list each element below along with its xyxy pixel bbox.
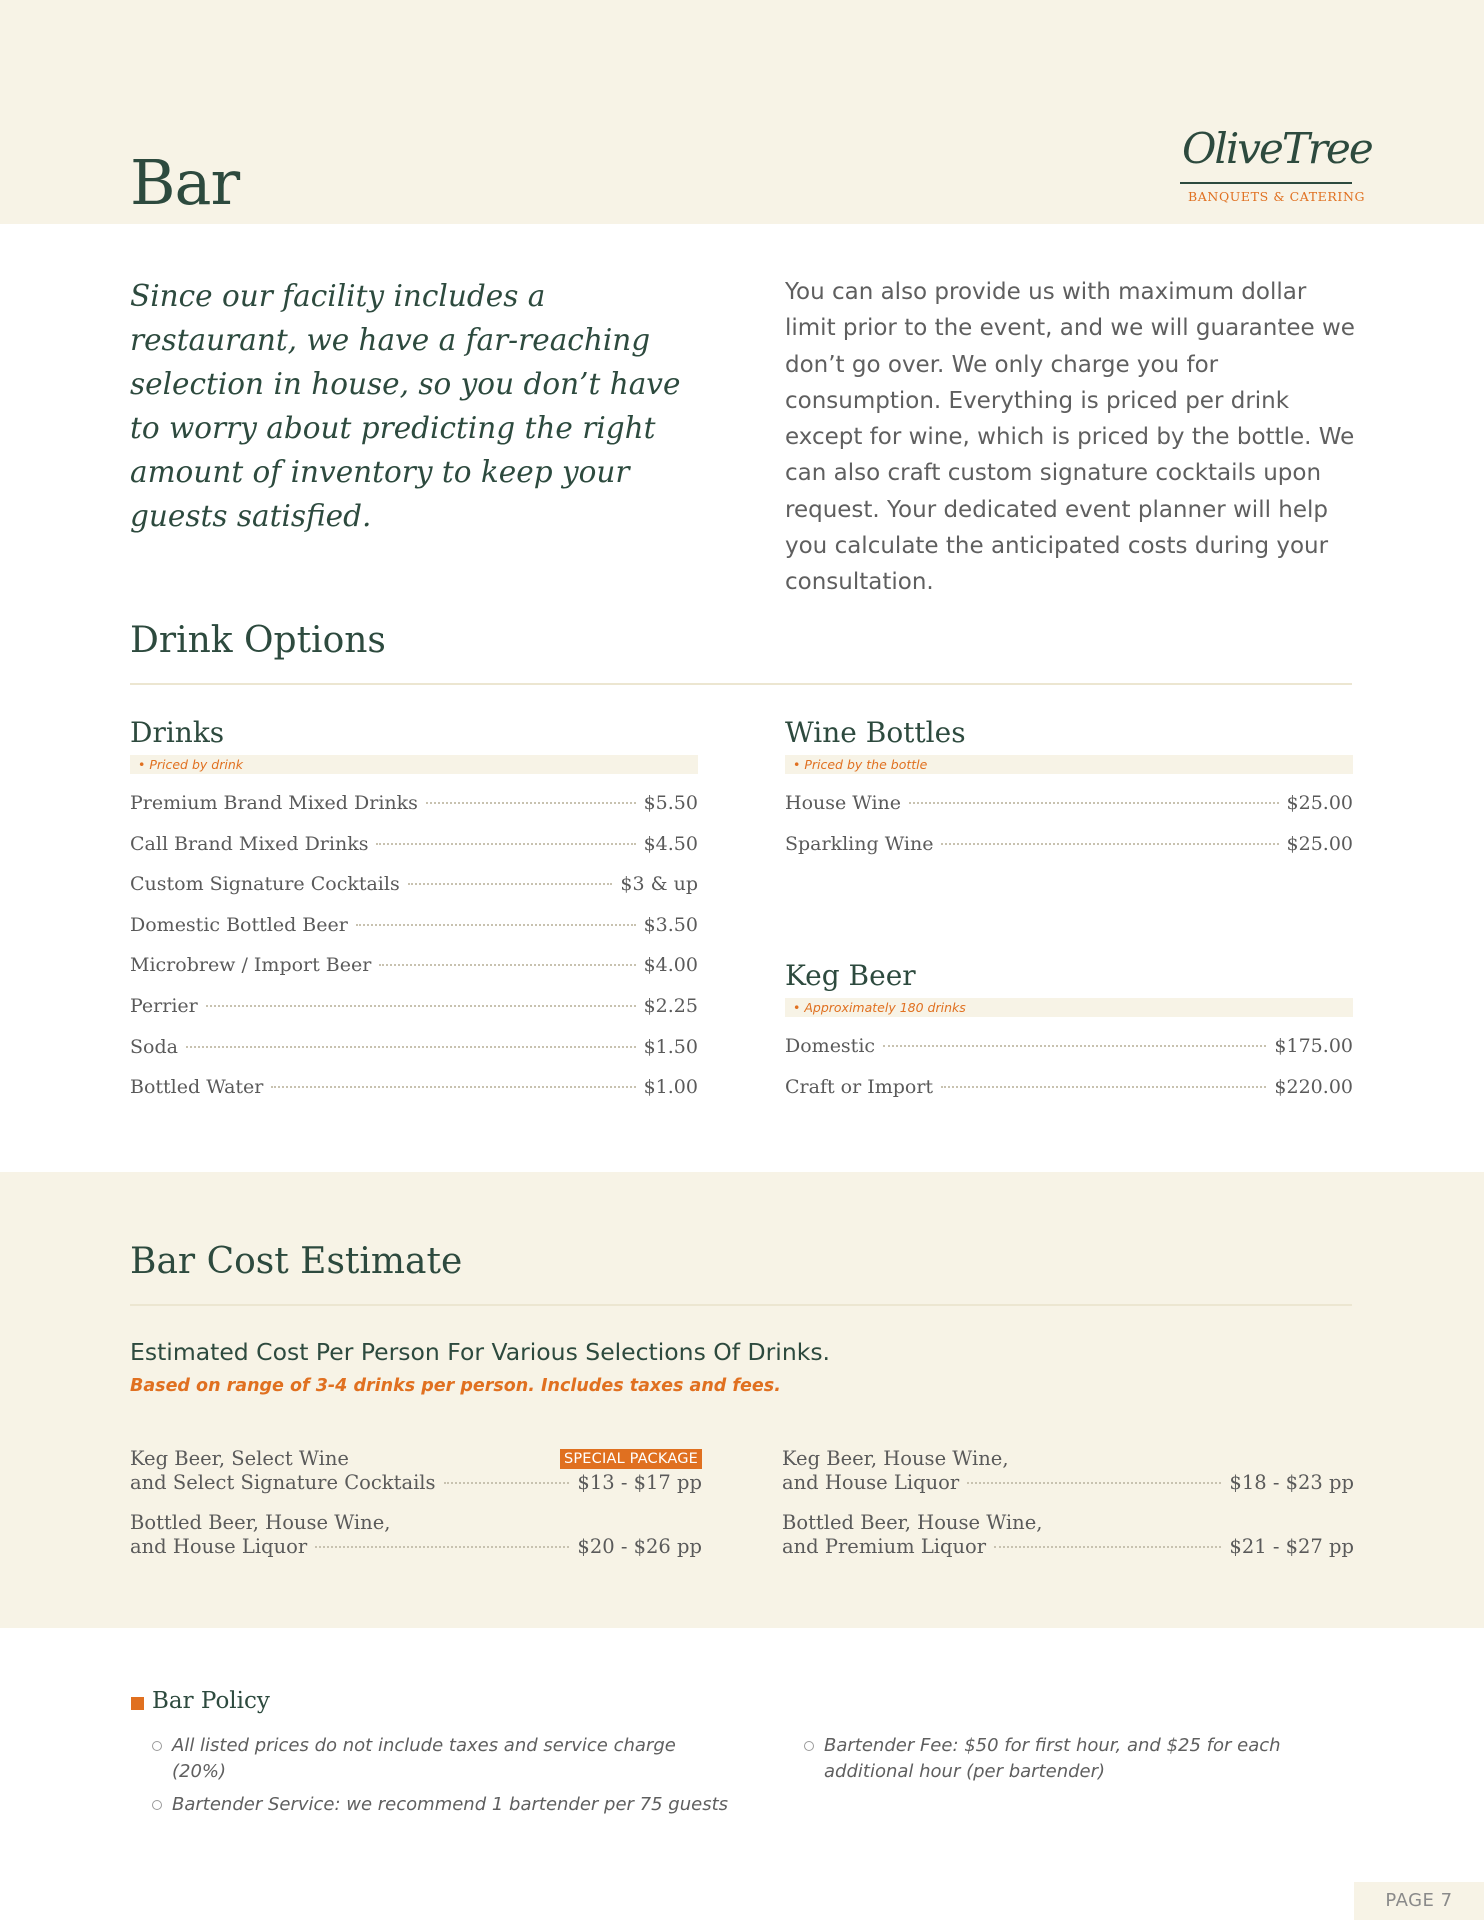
logo-tagline: BANQUETS & CATERING	[1188, 189, 1366, 204]
package-line1: Bottled Beer, House Wine,	[782, 1511, 1043, 1534]
item-label: Domestic	[785, 1035, 876, 1057]
dot-leader	[408, 883, 613, 885]
dot-leader	[909, 802, 1278, 804]
price-row	[130, 914, 698, 955]
item-price: $4.00	[643, 954, 698, 977]
package-keg-select	[130, 1447, 702, 1495]
policy-item: All listed prices do not include taxes and service charge (20%)	[150, 1733, 730, 1785]
wine-bottles-title: Wine Bottles	[785, 716, 966, 749]
price-row	[130, 873, 698, 914]
dot-leader	[271, 1086, 635, 1088]
package-price: $13 - $17 pp	[577, 1471, 702, 1494]
item-label: House Wine	[785, 792, 902, 814]
item-price: $1.00	[643, 1076, 698, 1099]
item-price: $3.50	[643, 913, 698, 936]
keg-beer-title: Keg Beer	[785, 959, 916, 992]
price-row	[130, 1076, 698, 1117]
dot-leader	[315, 1546, 569, 1548]
drinks-title: Drinks	[130, 716, 225, 749]
item-price: $220.00	[1274, 1075, 1353, 1098]
section-divider	[130, 1304, 1352, 1306]
page-number: PAGE 7	[1354, 1882, 1484, 1920]
package-price: $20 - $26 pp	[577, 1535, 702, 1558]
bar-cost-estimate-title: Bar Cost Estimate	[130, 1241, 463, 1282]
package-line1: Keg Beer, House Wine,	[782, 1447, 1009, 1470]
item-price: $25.00	[1286, 792, 1353, 814]
item-label: Custom Signature Cocktails	[130, 873, 400, 896]
item-label: Microbrew / Import Beer	[130, 954, 372, 977]
price-row	[130, 995, 698, 1036]
logo-underline	[1180, 182, 1352, 184]
item-price: $25.00	[1286, 832, 1353, 855]
dot-leader	[941, 1086, 1266, 1088]
package-bottled-premium	[782, 1511, 1354, 1559]
policy-list-right	[802, 1733, 1357, 1792]
drinks-note: • Priced by drink	[130, 755, 698, 774]
dot-leader	[186, 1046, 636, 1048]
item-price: $175.00	[1274, 1035, 1353, 1057]
price-row	[130, 1036, 698, 1077]
dot-leader	[379, 964, 635, 966]
dot-leader	[356, 924, 636, 926]
olive-tree-logo	[1178, 124, 1372, 210]
dot-leader	[883, 1045, 1266, 1047]
item-price: $2.25	[643, 994, 698, 1017]
dot-leader	[426, 802, 636, 804]
price-row	[785, 1076, 1353, 1117]
keg-note: • Approximately 180 drinks	[785, 998, 1353, 1017]
price-row	[785, 1035, 1353, 1076]
package-line2: and Select Signature Cocktails	[130, 1471, 436, 1494]
bar-policy-title: Bar Policy	[152, 1688, 270, 1714]
item-label: Domestic Bottled Beer	[130, 913, 348, 936]
item-label: Bottled Water	[130, 1076, 264, 1099]
policy-bullet-square	[131, 1697, 144, 1710]
item-label: Call Brand Mixed Drinks	[130, 832, 369, 855]
package-line1: Keg Beer, Select Wine	[130, 1447, 349, 1470]
package-bottled-house	[130, 1511, 702, 1559]
package-line1: Bottled Beer, House Wine,	[130, 1511, 391, 1534]
item-label: Craft or Import	[785, 1075, 934, 1098]
item-price: $4.50	[643, 832, 698, 855]
package-line2: and House Liquor	[130, 1535, 308, 1558]
package-line2: and House Liquor	[782, 1471, 960, 1494]
price-row	[785, 833, 1353, 874]
policy-item: Bartender Service: we recommend 1 bartender per 75 guests	[150, 1792, 730, 1818]
price-row	[130, 792, 698, 833]
dot-leader	[994, 1546, 1221, 1548]
drink-options-title: Drink Options	[130, 620, 386, 661]
wine-price-list	[785, 792, 1353, 873]
item-price: $3 & up	[620, 873, 698, 896]
intro-quote: Since our facility includes a restaurant, we have a far-reaching selection in house, so you don’t have to worry about predicting the right amount of inventory to keep your guests satisfied.	[130, 279, 681, 533]
item-label: Premium Brand Mixed Drinks	[130, 792, 418, 814]
package-price: $21 - $27 pp	[1229, 1535, 1354, 1558]
item-label: Soda	[130, 1035, 178, 1058]
item-price: $5.50	[643, 792, 698, 814]
price-row	[130, 954, 698, 995]
estimate-heading: Estimated Cost Per Person For Various Selections Of Drinks.	[130, 1338, 831, 1366]
dot-leader	[376, 843, 635, 845]
item-label: Perrier	[130, 994, 198, 1017]
intro-body: You can also provide us with maximum dollar limit prior to the event, and we will guarantee we don’t go over. We only charge you for consumption. Everything is priced per drink except for wine, which is priced by the bottle. We can also craft custom signature cocktails upon request. Your dedicated event planner will help you calculate the anticipated costs during your consultation.	[785, 279, 1355, 596]
policy-item: Bartender Fee: $50 for first hour, and $25 for each additional hour (per bartender)	[802, 1733, 1357, 1785]
dot-leader	[967, 1482, 1221, 1484]
special-package-badge: SPECIAL PACKAGE	[560, 1449, 702, 1469]
logo-wordmark: OliveTree	[1182, 124, 1372, 173]
item-label: Sparkling Wine	[785, 832, 934, 855]
dot-leader	[206, 1005, 636, 1007]
section-divider	[130, 683, 1352, 685]
price-row	[785, 792, 1353, 833]
keg-price-list	[785, 1035, 1353, 1116]
price-row	[130, 833, 698, 874]
dot-leader	[941, 843, 1278, 845]
package-line2: and Premium Liquor	[782, 1535, 987, 1558]
drinks-price-list	[130, 792, 698, 1117]
package-price: $18 - $23 pp	[1229, 1471, 1354, 1494]
item-price: $1.50	[643, 1035, 698, 1058]
dot-leader	[444, 1482, 570, 1484]
page-title: Bar	[130, 146, 240, 219]
wine-note: • Priced by the bottle	[785, 755, 1353, 774]
policy-list-left	[150, 1733, 730, 1825]
package-keg-house	[782, 1447, 1354, 1495]
estimate-note: Based on range of 3-4 drinks per person. Includes taxes and fees.	[130, 1376, 781, 1396]
